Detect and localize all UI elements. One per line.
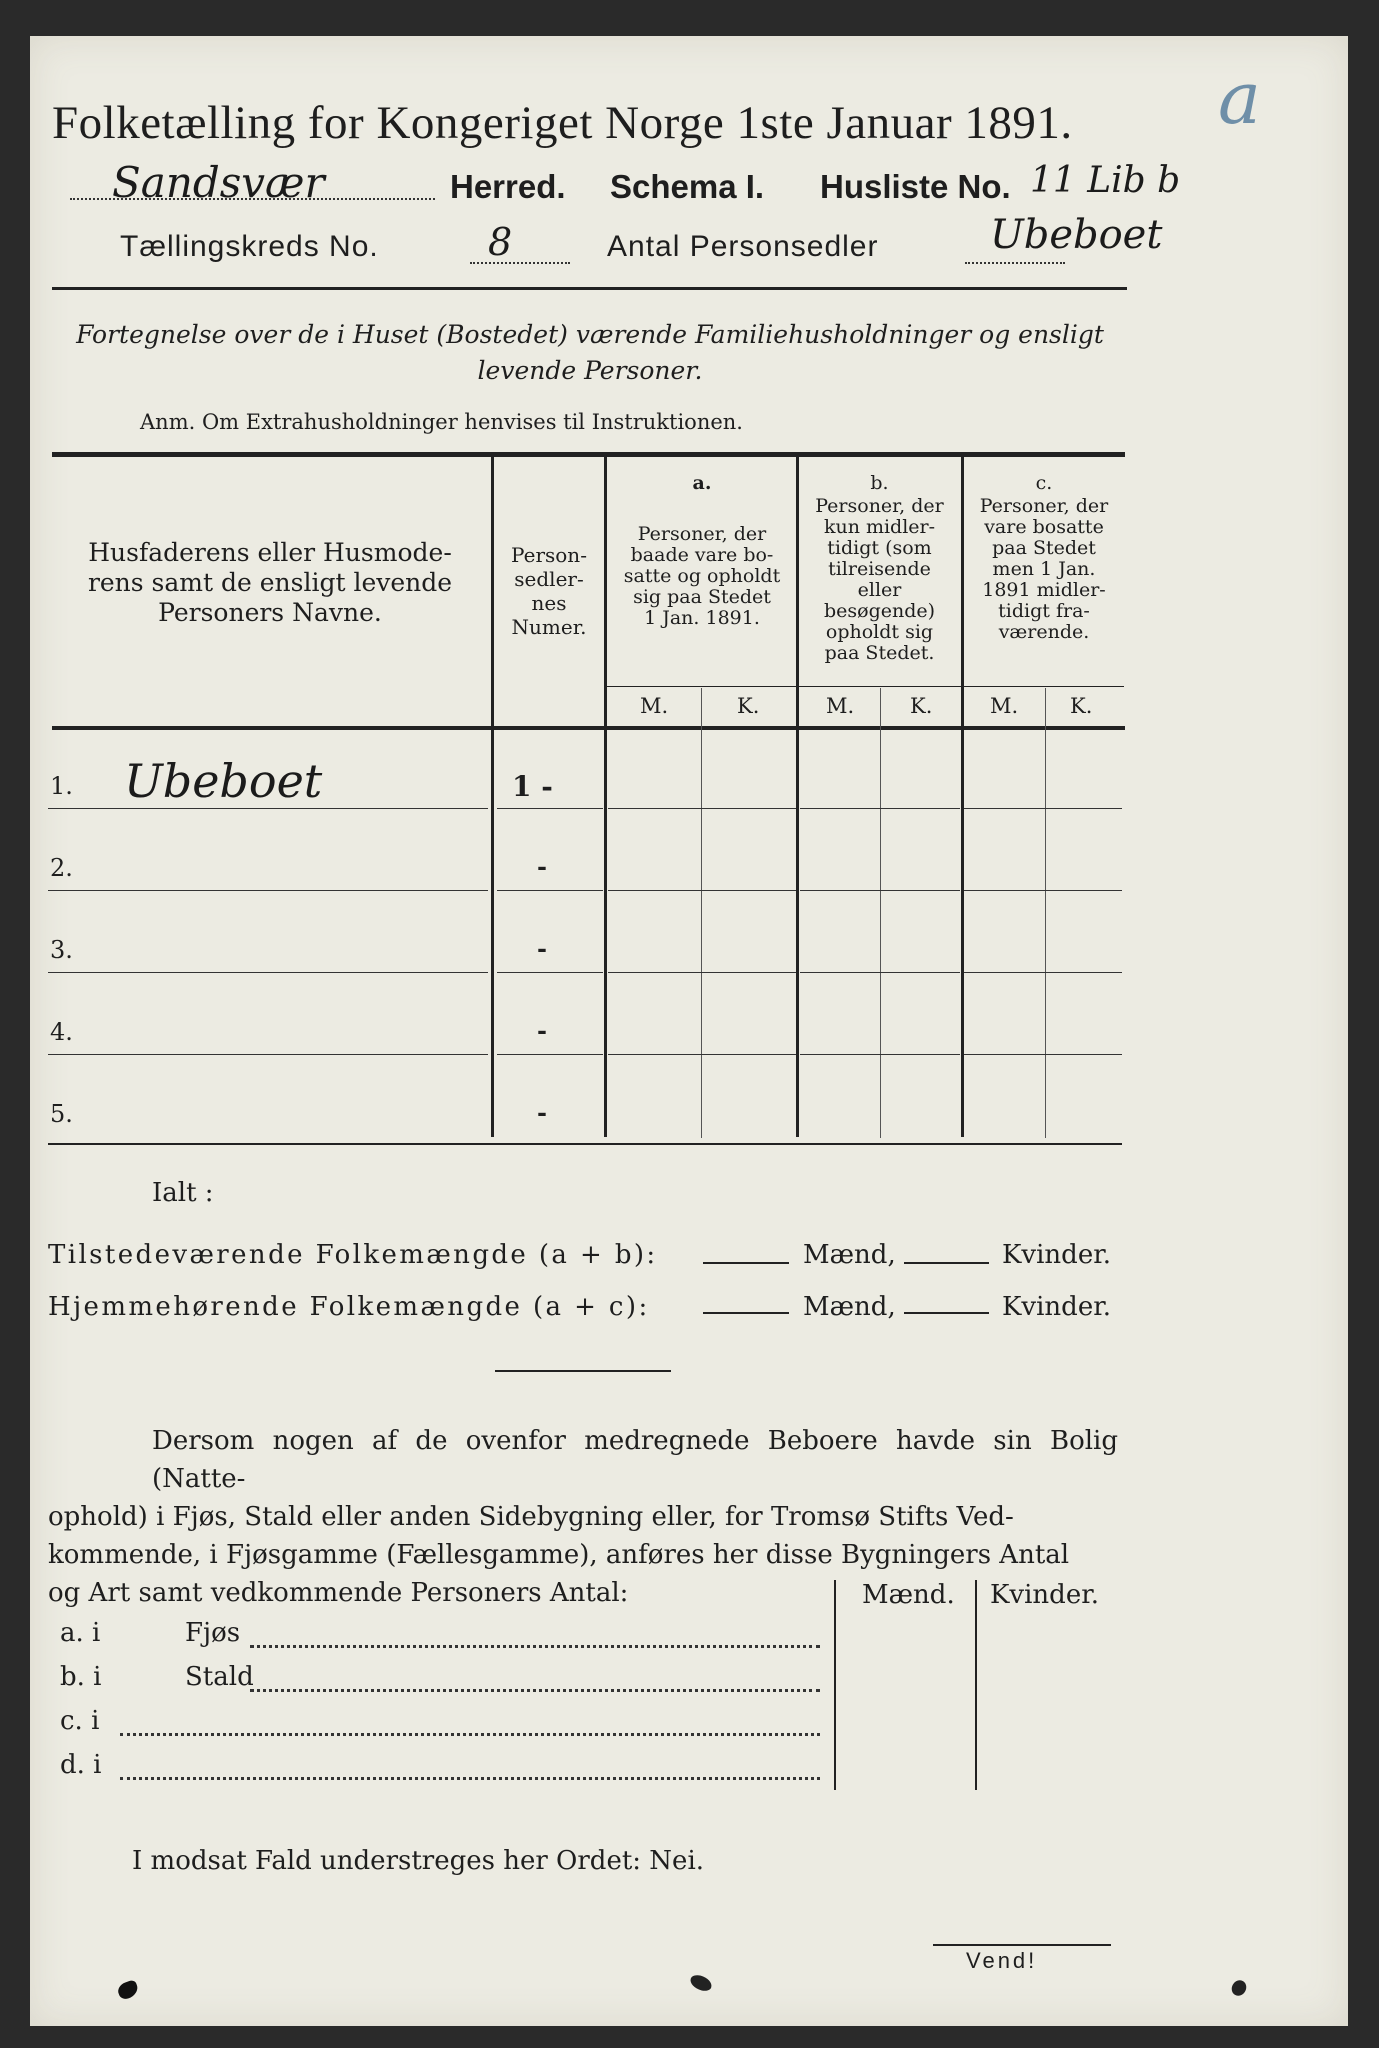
col-header-names-line: Husfaderens eller Husmode- <box>88 538 452 567</box>
table-bottom-rule <box>48 1143 1122 1145</box>
col-a-text-line: sig paa Stedet <box>633 586 771 608</box>
row-rule <box>497 1054 603 1055</box>
col-a-text-line: baade vare bo- <box>630 544 774 566</box>
col-header-b <box>798 472 961 664</box>
schema-label: Schema I. <box>610 168 765 205</box>
row-numer: - <box>537 852 547 881</box>
personsedler-label: Antal Personsedler <box>607 230 879 263</box>
kreds-label: Tællingskreds No. <box>120 230 379 263</box>
vend-rule <box>933 1944 1111 1946</box>
personsedler-value: Ubeboet <box>990 212 1163 258</box>
col-c-text-line: værende. <box>998 621 1090 643</box>
col-header-names-line: rens samt de ensligt levende <box>87 568 453 597</box>
col-c-text-line: paa Stedet <box>992 537 1096 559</box>
row-rule <box>608 808 796 809</box>
vend-label: Vend! <box>966 1948 1038 1973</box>
mk-rule-a <box>606 686 796 687</box>
tilst-maend-blank <box>703 1262 789 1264</box>
col-b-text-line: eller <box>857 579 902 601</box>
row-rule <box>800 972 960 973</box>
tilstedevaerende-label: Tilstedeværende Folkemængde (a + b): <box>48 1240 658 1270</box>
bolig-paragraph <box>48 1422 1118 1612</box>
mk-rule-c <box>964 686 1124 687</box>
col-b-text-line: kun midler- <box>823 516 936 538</box>
herred-value: Sandsvær <box>112 158 325 207</box>
row-rule <box>964 890 1122 891</box>
col-c-text-line: 1891 midler- <box>982 579 1106 601</box>
row-rule <box>608 972 796 973</box>
bolig-item-dots <box>120 1777 820 1780</box>
bolig-kvinder-header: Kvinder. <box>990 1580 1100 1610</box>
row-rule <box>137 890 487 891</box>
col-header-names-line: Personers Navne. <box>158 598 382 627</box>
ialt-label: Ialt : <box>152 1178 214 1208</box>
col-b-description <box>798 496 961 664</box>
row-numer: - <box>537 934 547 963</box>
mk-divider-b <box>880 688 881 1138</box>
col-c-text-line: vare bosatte <box>984 516 1104 538</box>
col-header-c <box>962 472 1126 643</box>
form-title: Folketælling for Kongeriget Norge 1ste Januar 1891. <box>52 97 1073 149</box>
tilst-maend-label: Mænd, <box>803 1240 896 1270</box>
corner-mark: a <box>1218 56 1261 140</box>
col-c-text-line: Personer, der <box>979 495 1109 517</box>
col-b-text-line: opholdt sig <box>825 621 934 643</box>
row-rule <box>137 808 487 809</box>
nei-line: I modsat Fald understreges her Ordet: Nei. <box>132 1846 705 1876</box>
col-a-text-line: Personer, der <box>637 523 767 545</box>
col-c-description <box>962 496 1126 643</box>
row-rule <box>497 808 603 809</box>
row-name: Ubeboet <box>124 754 323 808</box>
col-b-text-line: paa Stedet. <box>824 642 935 664</box>
bolig-item-dots <box>250 1689 820 1692</box>
k-label-c: K. <box>1070 694 1093 718</box>
row-rule <box>608 1054 796 1055</box>
row-rule <box>964 1054 1122 1055</box>
row-number: 4. <box>50 1018 73 1046</box>
col-a-text-line: satte og opholdt <box>623 565 781 587</box>
intro-line-1: Fortegnelse over de i Huset (Bostedet) værende Familiehusholdninger og ensligt <box>76 320 1104 349</box>
col-b-text-line: besøgende) <box>823 600 936 622</box>
col-c-letter: c. <box>1035 472 1053 494</box>
col-b-text-line: Personer, der <box>815 495 944 517</box>
bolig-col-divider-1 <box>834 1580 836 1790</box>
bolig-line: kommende, i Fjøsgamme (Fællesgamme), anføres her disse Bygningers Antal <box>48 1540 1070 1570</box>
bolig-item-dots <box>250 1645 820 1648</box>
row-number: 5. <box>50 1100 73 1128</box>
hjemme-maend-label: Mænd, <box>803 1292 896 1322</box>
bolig-line: Dersom nogen af de ovenfor medregnede Beboere havde sin Bolig (Natte- <box>152 1426 1118 1494</box>
row-rule <box>137 1054 487 1055</box>
k-label-b: K. <box>910 694 933 718</box>
section-divider <box>495 1370 671 1372</box>
row-rule <box>137 972 487 973</box>
bolig-maend-header: Mænd. <box>862 1580 955 1610</box>
bolig-item-letter: a. i <box>60 1618 101 1648</box>
table-top-rule <box>52 452 1125 457</box>
intro-line-2: levende Personer. <box>477 356 703 385</box>
row-rule <box>497 972 603 973</box>
col-header-numer-line: nes <box>531 591 567 615</box>
col-header-numer-line: Person- <box>511 543 587 567</box>
col-c-text-line: men 1 Jan. <box>992 558 1096 580</box>
col-a-letter: a. <box>692 472 712 494</box>
m-label-a: M. <box>640 694 669 718</box>
row-number: 1. <box>50 772 73 800</box>
row-rule <box>800 808 960 809</box>
bolig-item-letter: c. i <box>60 1706 100 1736</box>
bolig-line: ophold) i Fjøs, Stald eller anden Sidebygning eller, for Tromsø Stifts Ved- <box>48 1502 1014 1532</box>
table-header-bottom-rule <box>52 726 1125 730</box>
hjemme-maend-blank <box>703 1312 789 1314</box>
header-rule <box>52 287 1127 290</box>
col-header-numer-line: Numer. <box>511 615 587 639</box>
bolig-item-dots <box>120 1733 820 1736</box>
bolig-col-divider-2 <box>975 1580 977 1790</box>
col-a-description <box>607 524 797 629</box>
husliste-value: 11 Lib b <box>1030 160 1181 201</box>
row-rule <box>964 808 1122 809</box>
tilst-kvinder-label: Kvinder. <box>1002 1240 1112 1270</box>
mk-divider-a <box>701 688 702 1138</box>
tilst-kvinder-blank <box>904 1262 989 1264</box>
col-header-numer <box>494 543 604 639</box>
row-rule <box>800 1054 960 1055</box>
hjemme-kvinder-blank <box>904 1312 989 1314</box>
herred-label: Herred. <box>450 168 566 205</box>
kreds-value: 8 <box>488 220 513 264</box>
col-a-text-line: 1 Jan. 1891. <box>644 607 760 629</box>
col-header-a <box>607 472 797 629</box>
anm-note: Anm. Om Extrahusholdninger henvises til Instruktionen. <box>140 410 743 434</box>
col-b-letter: b. <box>870 472 889 494</box>
row-numer: - <box>537 1098 547 1127</box>
hjemme-kvinder-label: Kvinder. <box>1002 1292 1112 1322</box>
row-number: 3. <box>50 936 73 964</box>
row-rule <box>608 890 796 891</box>
bolig-item-label: Fjøs <box>185 1618 241 1648</box>
col-c-text-line: tidigt fra- <box>998 600 1090 622</box>
kreds-field-line <box>470 262 570 264</box>
mk-divider-c <box>1045 688 1046 1138</box>
col-header-names <box>60 538 480 628</box>
hjemmehorende-label: Hjemmehørende Folkemængde (a + c): <box>48 1292 650 1322</box>
row-numer: 1 - <box>512 770 553 803</box>
personsedler-field-line <box>965 262 1065 264</box>
bolig-item-label: Stald <box>185 1662 254 1692</box>
row-rule <box>497 890 603 891</box>
row-number: 2. <box>50 854 73 882</box>
bolig-item-letter: b. i <box>60 1662 102 1692</box>
row-numer: - <box>537 1016 547 1045</box>
husliste-label: Husliste No. <box>820 168 1011 205</box>
bolig-item-letter: d. i <box>60 1750 102 1780</box>
k-label-a: K. <box>737 694 760 718</box>
col-b-text-line: tilreisende <box>828 558 931 580</box>
m-label-c: M. <box>990 694 1019 718</box>
col-header-numer-line: sedler- <box>514 567 584 591</box>
row-rule <box>800 890 960 891</box>
bolig-line: og Art samt vedkommende Personers Antal: <box>48 1578 629 1608</box>
mk-rule-b <box>799 686 961 687</box>
m-label-b: M. <box>826 694 855 718</box>
col-b-text-line: tidigt (som <box>827 537 932 559</box>
row-rule <box>964 972 1122 973</box>
